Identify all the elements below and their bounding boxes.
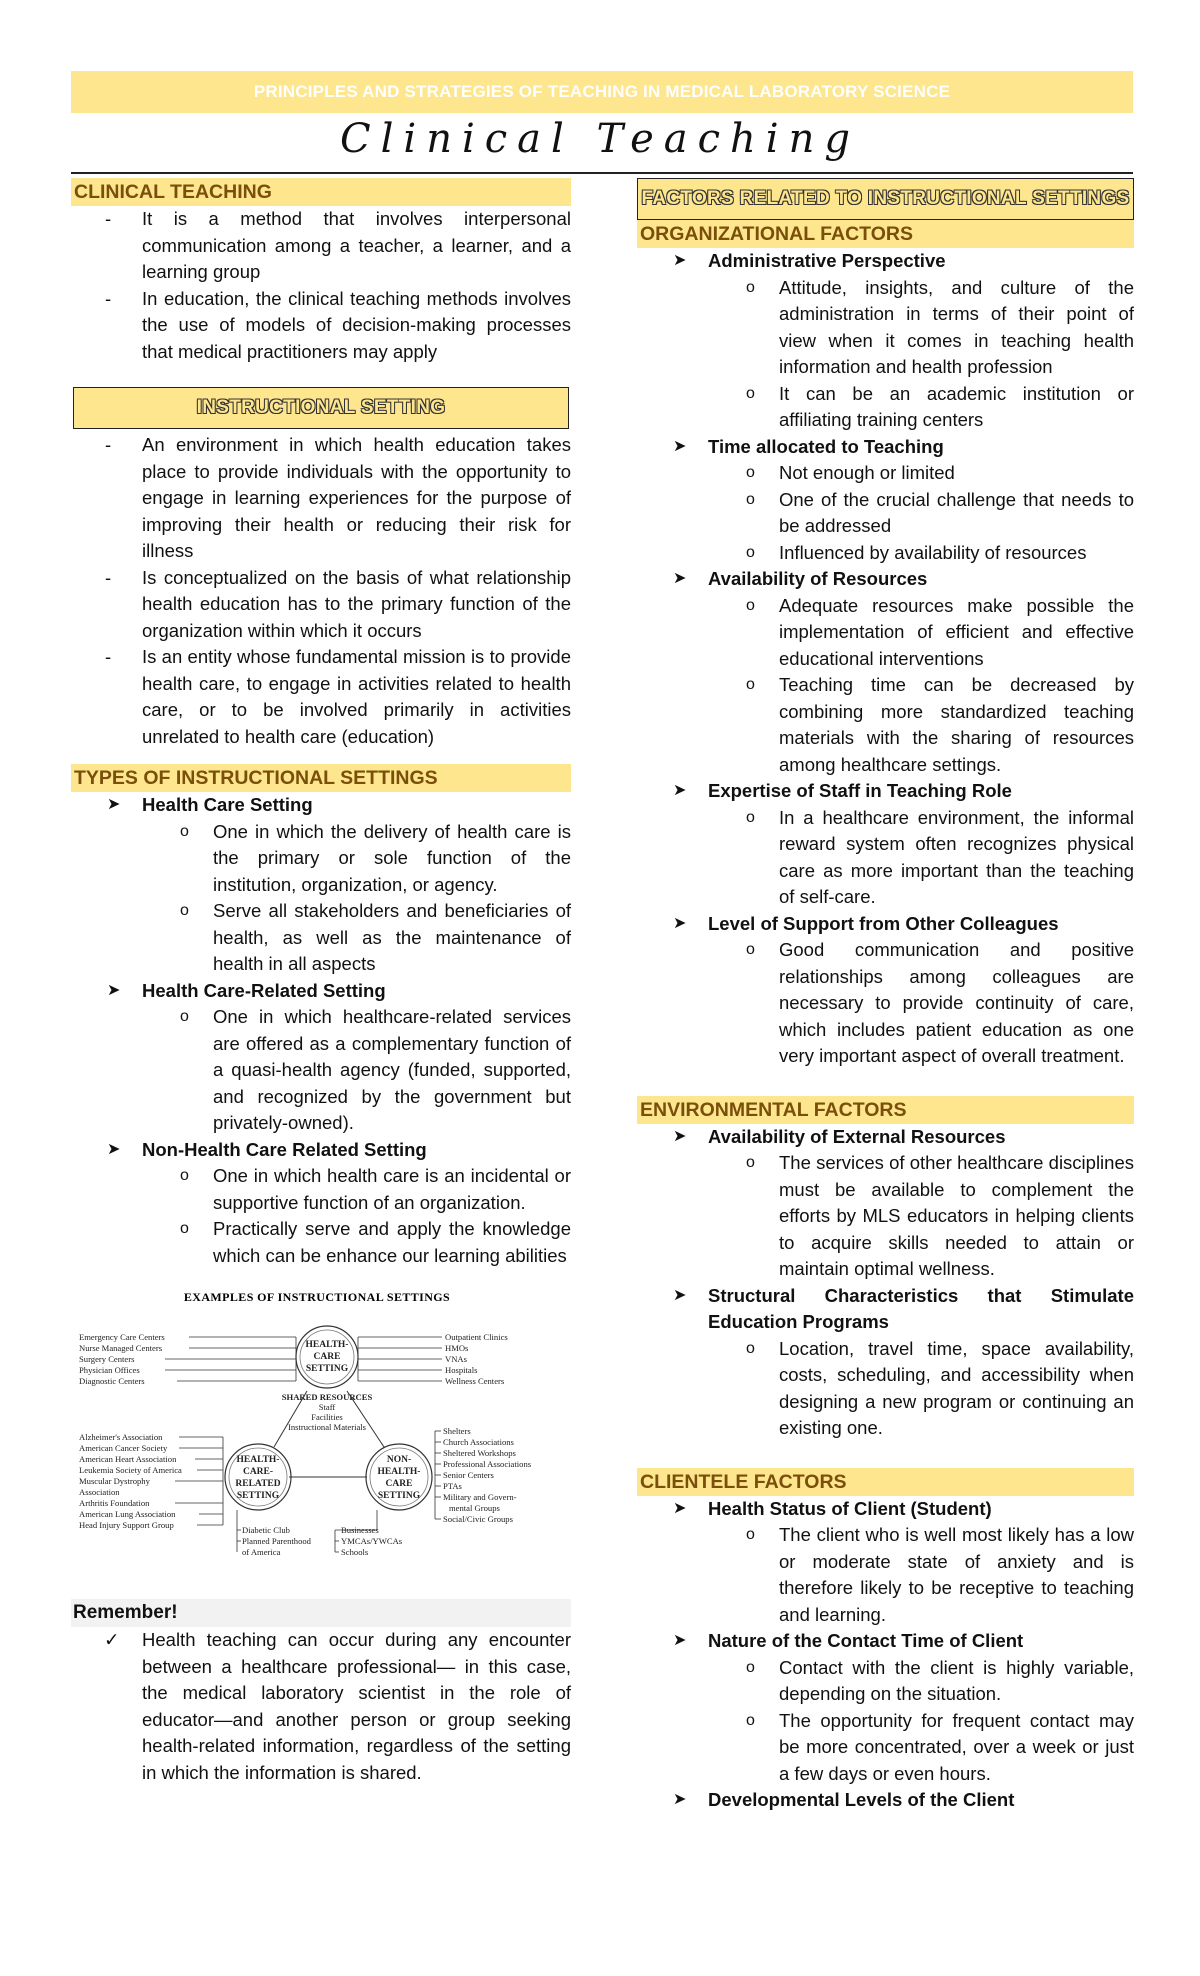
hc-right-label: Outpatient Clinics	[445, 1332, 508, 1342]
hc-right-label: Hospitals	[445, 1365, 478, 1375]
list-item: o Contact with the client is highly variable, depending on the situation.	[637, 1655, 1134, 1708]
list-item: - An environment in which health education takes place to provide individuals with the opportunity to engage in learning experiences for the purpose of improving their health or reducing their risk for illness	[71, 432, 571, 565]
arrow-icon: ➤	[673, 252, 687, 269]
arrow-icon: ➤	[673, 914, 687, 932]
subheading: ➤ Availability of Resources	[637, 566, 1134, 593]
nhc-right-label: Senior Centers	[443, 1470, 494, 1480]
list-item: - It is a method that involves interpersonal communication among a teacher, a learner, and a learning group	[71, 206, 571, 286]
hc-circle-label: CARE	[313, 1352, 341, 1362]
hc-left-label: Emergency Care Centers	[79, 1332, 165, 1342]
subheading: ➤ Health Care-Related Setting	[71, 978, 571, 1005]
sub-list	[71, 819, 571, 978]
hc-left-labels	[79, 1332, 165, 1386]
list-item: o Influenced by availability of resources	[637, 540, 1134, 567]
subheading: ➤ Administrative Perspective	[637, 248, 1134, 275]
hc-right-connectors	[358, 1337, 442, 1381]
shared-resource: Instructional Materials	[287, 1422, 367, 1432]
hc-left-label: Surgery Centers	[79, 1354, 135, 1364]
nhc-right-label: mental Groups	[449, 1503, 500, 1513]
hc-right-label: VNAs	[445, 1354, 467, 1364]
sub-list	[637, 805, 1134, 911]
hcr-circle-label: RELATED	[235, 1479, 281, 1489]
arrow-icon: ➤	[107, 796, 121, 813]
nhc-circle-label: SETTING	[377, 1491, 421, 1501]
nhc-circle-label: CARE	[385, 1479, 413, 1489]
nhc-right-connectors	[435, 1431, 441, 1519]
sub-list	[637, 1522, 1134, 1628]
list-item: o The client who is well most likely has a low or moderate state of anxiety and is therefore likely to be receptive to teaching and learning.	[637, 1522, 1134, 1628]
instructional-setting-box	[73, 387, 569, 429]
hcr-bottom-labels	[242, 1525, 312, 1557]
clinical-teaching-list	[71, 206, 571, 365]
title-divider	[71, 172, 1133, 174]
hcr-left-label: Arthritis Foundation	[79, 1498, 150, 1508]
hcr-circle-label: CARE-	[242, 1467, 274, 1477]
hcr-left-label: American Heart Association	[79, 1454, 177, 1464]
diagram-svg	[77, 1289, 557, 1581]
hcr-circle-label: SETTING	[236, 1491, 280, 1501]
arrow-icon: ➤	[673, 1499, 687, 1517]
sub-list	[637, 275, 1134, 434]
subheading: ➤ Level of Support from Other Colleagues	[637, 911, 1134, 938]
sub-list	[637, 1336, 1134, 1442]
arrow-icon: ➤	[673, 1127, 687, 1145]
arrow-icon: ➤	[673, 1791, 687, 1808]
subheading: ➤ Expertise of Staff in Teaching Role	[637, 778, 1134, 805]
list-item: o In a healthcare environment, the informal reward system often recognizes physical care as more important than the teaching of self-care.	[637, 805, 1134, 911]
types-heading: TYPES OF INSTRUCTIONAL SETTINGS	[71, 764, 571, 792]
hc-left-label: Nurse Managed Centers	[79, 1343, 163, 1353]
list-item: o Serve all stakeholders and beneficiaries of health, as well as the maintenance of health in all aspects	[71, 898, 571, 978]
hcr-left-label: Association	[79, 1487, 120, 1497]
hc-circle-label: SETTING	[305, 1364, 349, 1374]
remember-heading: Remember!	[71, 1599, 571, 1627]
list-item: o Adequate resources make possible the implementation of efficient and effective educational interventions	[637, 593, 1134, 673]
factors-heading: FACTORS RELATED TO INSTRUCTIONAL SETTINGS	[641, 187, 1130, 209]
sub-list	[637, 1655, 1134, 1788]
subheading: ➤ Time allocated to Teaching	[637, 434, 1134, 461]
clinical-teaching-heading: CLINICAL TEACHING	[71, 178, 571, 206]
organizational-factors-heading: ORGANIZATIONAL FACTORS	[637, 220, 1134, 248]
instructional-setting-list	[71, 432, 571, 750]
hcr-circle-label: HEALTH-	[236, 1455, 280, 1465]
checkmark-icon: ✓	[104, 1629, 120, 1650]
arrow-icon: ➤	[673, 570, 687, 587]
sub-list	[637, 937, 1134, 1070]
hcr-left-label: American Lung Association	[79, 1509, 176, 1519]
hc-circle-label: HEALTH-	[305, 1340, 349, 1350]
subheading: ➤ Availability of External Resources	[637, 1124, 1134, 1151]
hcr-left-connectors	[175, 1437, 223, 1525]
factors-heading-box	[637, 178, 1134, 220]
nhc-right-label: Shelters	[443, 1426, 471, 1436]
arrow-icon: ➤	[673, 437, 687, 455]
list-item: o Practically serve and apply the knowledge which can be enhance our learning abilities	[71, 1216, 571, 1269]
hc-left-label: Diagnostic Centers	[79, 1376, 145, 1386]
subheading: ➤ Structural Characteristics that Stimulate Education Programs	[673, 1284, 1134, 1332]
nhc-right-labels	[443, 1426, 532, 1524]
hcr-left-label: Leukemia Society of America	[79, 1465, 182, 1475]
hc-left-connectors	[165, 1337, 296, 1381]
nhc-circle-label: NON-	[386, 1455, 412, 1465]
subheading: ➤ Nature of the Contact Time of Client	[637, 1628, 1134, 1655]
list-item: o It can be an academic institution or affiliating training centers	[637, 381, 1134, 434]
list-item: o Location, travel time, space availability, costs, scheduling, and accessibility when designing a new program or continuing an existing one.	[637, 1336, 1134, 1442]
list-item: o Teaching time can be decreased by combining more standardized teaching materials with the sharing of resources among healthcare settings.	[637, 672, 1134, 778]
sub-list	[71, 1004, 571, 1137]
left-column	[71, 178, 571, 1786]
shared-resource: Staff	[318, 1402, 336, 1412]
hcr-left-label: American Cancer Society	[79, 1443, 168, 1453]
instructional-settings-diagram	[77, 1289, 557, 1581]
diagram-title: EXAMPLES OF INSTRUCTIONAL SETTINGS	[183, 1290, 451, 1304]
subheading: ➤ Developmental Levels of the Client	[637, 1787, 1134, 1814]
hcr-left-labels	[79, 1432, 182, 1530]
arrow-icon: ➤	[673, 782, 687, 799]
nhc-right-label: Professional Associations	[443, 1459, 532, 1469]
list-item: o Good communication and positive relationships among colleagues are necessary to provide continuity of care, which includes patient education as one very important aspect of overall treatment.	[637, 937, 1134, 1070]
subheading: ➤ Health Care Setting	[71, 792, 571, 819]
list-item: o One in which health care is an incidental or supportive function of an organization.	[71, 1163, 571, 1216]
arrow-icon: ➤	[673, 1632, 687, 1649]
page-title: Clinical Teaching	[340, 116, 860, 162]
sub-list	[71, 1163, 571, 1269]
hcr-bottom-label: Diabetic Club	[242, 1525, 290, 1535]
nhc-right-label: Sheltered Workshops	[443, 1448, 516, 1458]
hcr-left-label: Muscular Dystrophy	[79, 1476, 150, 1486]
remember-note: ✓ Health teaching can occur during any encounter between a healthcare professional— in this case, the medical laboratory scientist in the role of educator—and another person or group seeking health-related information, regardless of the setting in which the information is shared.	[104, 1629, 571, 1783]
sub-list	[637, 460, 1134, 566]
sub-list	[637, 1150, 1134, 1283]
list-item: o One in which healthcare-related services are offered as a complementary function of a quasi-health agency (funded, supported, and recognized by the government but privately-owned).	[71, 1004, 571, 1137]
list-item: o The opportunity for frequent contact may be more concentrated, over a week or just a few days or even hours.	[637, 1708, 1134, 1788]
nhc-right-label: PTAs	[443, 1481, 462, 1491]
nhc-right-label: Church Associations	[443, 1437, 514, 1447]
list-item: - Is conceptualized on the basis of what relationship health education has to the primary function of the organization within which it occurs	[71, 565, 571, 645]
hcr-bottom-label: Planned Parenthood	[242, 1536, 311, 1546]
list-item: o One in which the delivery of health care is the primary or sole function of the institution, organization, or agency.	[71, 819, 571, 899]
nhc-bottom-label: Businesses	[341, 1525, 379, 1535]
arrow-icon: ➤	[107, 1140, 121, 1158]
shared-resource: Facilities	[311, 1412, 343, 1422]
subheading: ➤ Health Status of Client (Student)	[637, 1496, 1134, 1523]
nhc-bottom-label: Schools	[341, 1547, 369, 1557]
nhc-right-label: Social/Civic Groups	[443, 1514, 513, 1524]
subheading: ➤ Non-Health Care Related Setting	[71, 1137, 571, 1164]
shared-resources-title: SHARED RESOURCES	[281, 1392, 373, 1402]
instructional-setting-heading: INSTRUCTIONAL SETTING	[196, 396, 446, 418]
nhc-bottom-label: YMCAs/YWCAs	[341, 1536, 403, 1546]
list-item: o The services of other healthcare disciplines must be available to complement the efforts by MLS educators in helping clients to acquire skills needed to attain or maintain optimal wellness.	[637, 1150, 1134, 1283]
clientele-factors-heading: CLIENTELE FACTORS	[637, 1468, 1134, 1496]
hc-right-label: HMOs	[445, 1343, 469, 1353]
right-column	[637, 178, 1134, 1814]
hcr-bottom-label: of America	[242, 1547, 281, 1557]
nhc-right-label: Military and Govern-	[443, 1492, 517, 1502]
list-item: o Attitude, insights, and culture of the administration in terms of their point of view when it comes in teaching health information and health profession	[637, 275, 1134, 381]
list-item: o One of the crucial challenge that needs to be addressed	[637, 487, 1134, 540]
sub-list	[637, 593, 1134, 779]
hc-right-label: Wellness Centers	[445, 1376, 505, 1386]
list-item: o Not enough or limited	[637, 460, 1134, 487]
hcr-left-label: Head Injury Support Group	[79, 1520, 174, 1530]
hc-right-labels	[445, 1332, 508, 1386]
nhc-circle-label: HEALTH-	[377, 1467, 421, 1477]
hcr-left-label: Alzheimer's Association	[79, 1432, 163, 1442]
hc-left-label: Physician Offices	[79, 1365, 140, 1375]
arrow-icon: ➤	[107, 981, 121, 999]
course-banner: PRINCIPLES AND STRATEGIES OF TEACHING IN MEDICAL LABORATORY SCIENCE	[71, 71, 1133, 113]
arrow-icon: ➤	[673, 1286, 687, 1304]
environmental-factors-heading: ENVIRONMENTAL FACTORS	[637, 1096, 1134, 1124]
hcr-bottom-connectors	[237, 1510, 241, 1552]
list-item: - In education, the clinical teaching methods involves the use of models of decision-making processes that medical practitioners may apply	[71, 286, 571, 366]
list-item: - Is an entity whose fundamental mission is to provide health care, to engage in activities related to health care, or to be involved primarily in activities unrelated to health care (education)	[71, 644, 571, 750]
